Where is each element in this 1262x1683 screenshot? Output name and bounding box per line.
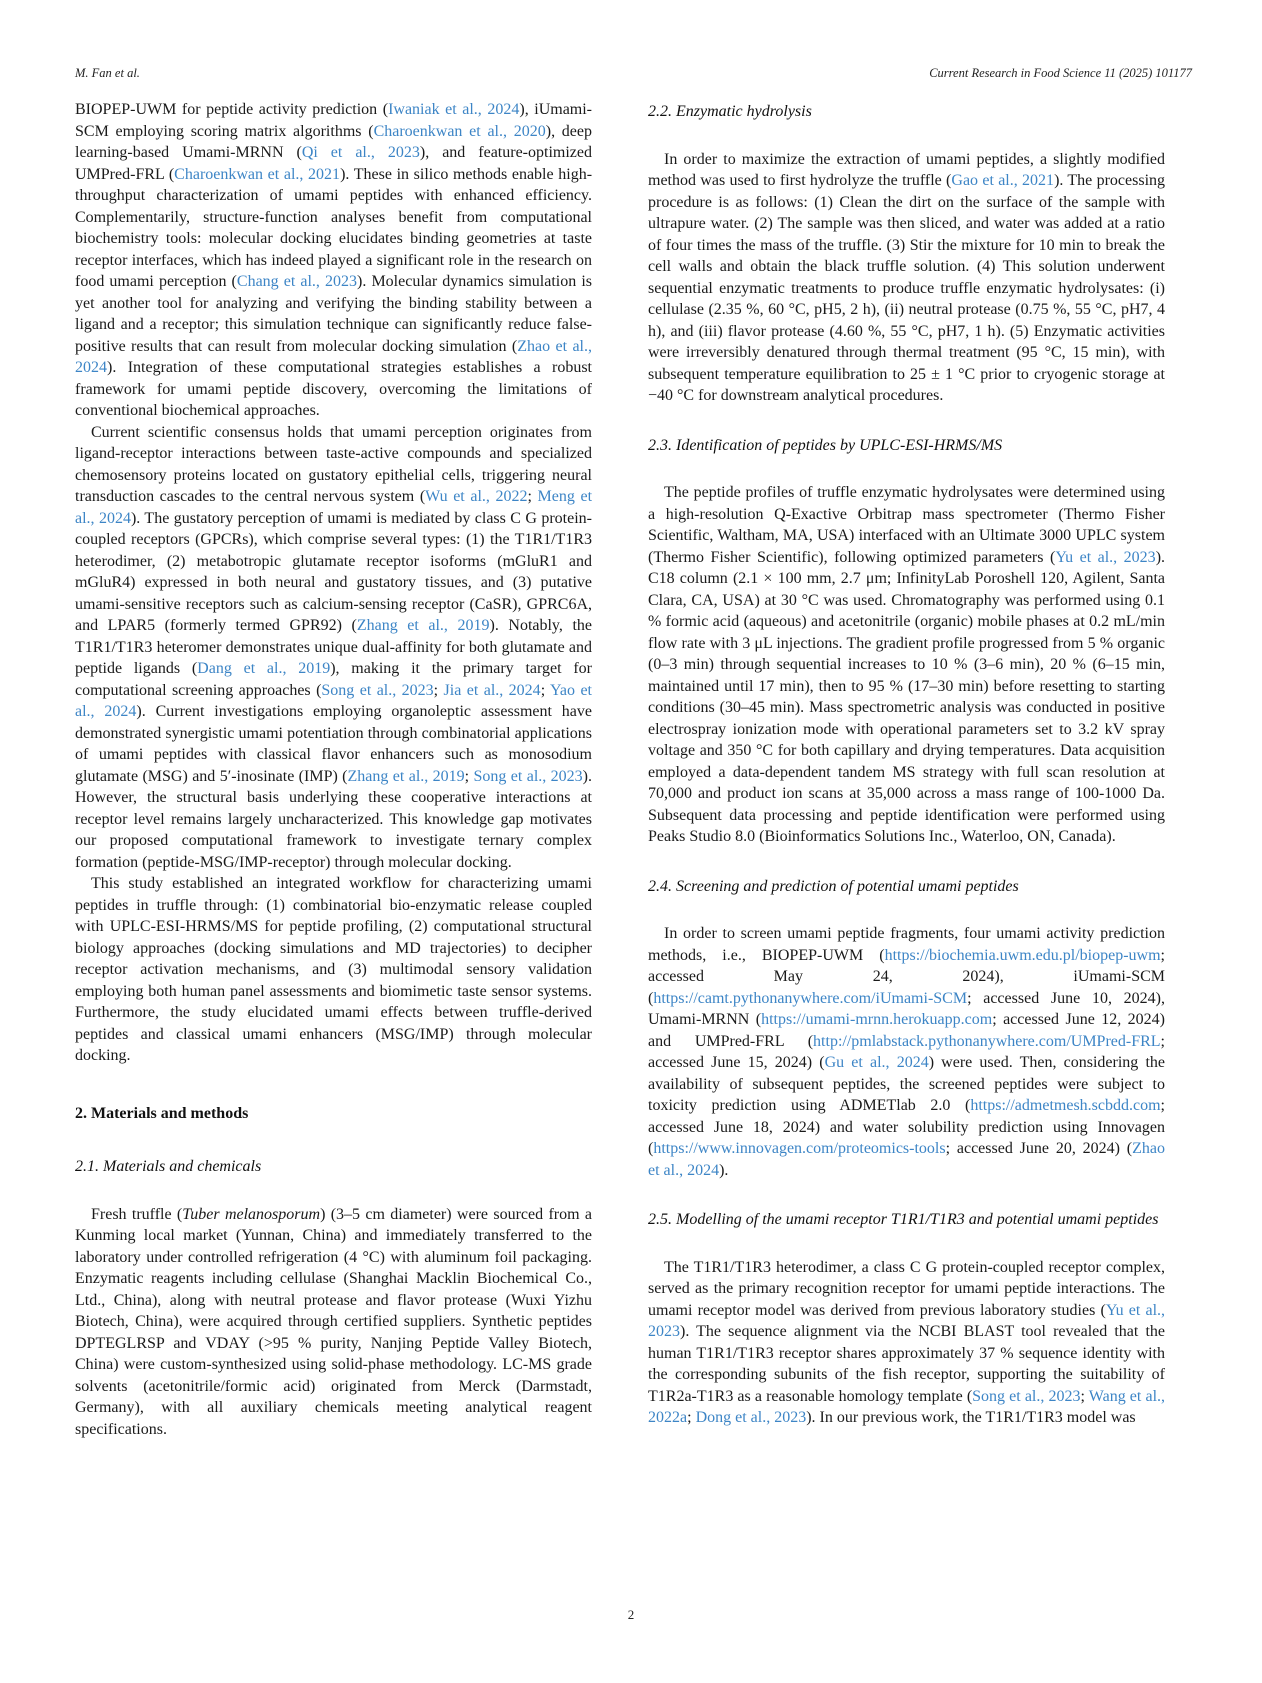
citation-link[interactable]: Dong et al., 2023	[695, 1409, 807, 1426]
citation-link[interactable]: https://umami-mrnn.herokuapp.com	[761, 1011, 993, 1028]
subsection-heading-materials-and-chemicals: 2.1. Materials and chemicals	[75, 1158, 262, 1175]
paragraph-identification-of-peptides	[648, 482, 1165, 848]
page-number: 2	[627, 1607, 635, 1622]
body-text: ;	[464, 767, 474, 785]
citation-link[interactable]: Charoenkwan et al., 2021	[174, 165, 341, 183]
running-author: M. Fan et al.	[75, 66, 140, 80]
body-text: The T1R1/T1R3 heterodimer, a class C G protein-coupled receptor complex, served as the primary recognition receptor for umami peptide interactions. The umami receptor model was derived from previous laboratory studies (	[648, 1258, 1165, 1319]
citation-link[interactable]: Qi et al., 2023	[301, 144, 420, 161]
body-text: The peptide profiles of truffle enzymatic hydrolysates were determined using a high-resolution Q-Exactive Orbitrap mass spectrometer (Thermo Fisher Scientific, Waltham, MA, USA) interfaced with an Ultimate 3000 UPLC system (Thermo Fisher Scientific), following optimized parameters (	[648, 484, 1165, 566]
body-text: ;	[1080, 1387, 1089, 1405]
citation-link[interactable]: Charoenkwan et al., 2020	[373, 122, 546, 140]
citation-link[interactable]: Song et al., 2023	[473, 767, 583, 785]
citation-link[interactable]: Zhao et al., 2024	[648, 1140, 1165, 1179]
body-text: ). Molecular dynamics simulation is yet another tool for analyzing and verifying the binding stability between a ligand and a receptor; this simulation technique can significantly reduce false-positive results that can result from molecular docking simulation (	[75, 273, 593, 355]
citation-link[interactable]: https://www.innovagen.com/proteomics-tools	[653, 1140, 946, 1157]
paragraph-materials-and-chemicals	[75, 1204, 592, 1441]
right-column	[648, 99, 1165, 1440]
subsection-heading-enzymatic-hydrolysis: 2.2. Enzymatic hydrolysis	[648, 103, 812, 120]
citation-link[interactable]: Dang et al., 2019	[197, 660, 331, 677]
citation-link[interactable]: http://pmlabstack.pythonanywhere.com/UMPred-FRL	[813, 1032, 1161, 1050]
citation-link[interactable]: https://biochemia.uwm.edu.pl/biopep-uwm	[884, 946, 1161, 964]
body-text: ). Current investigations employing organoleptic assessment have demonstrated synergistic umami potentiation through combinatorial applications of umami peptides with classical flavor enhancers such as monosodium glutamate (MSG) and 5′-inosinate (IMP) (	[75, 703, 593, 785]
citation-link[interactable]: Wang et al., 2022a	[648, 1387, 1166, 1426]
body-text: ;	[540, 681, 550, 699]
body-text: ).	[719, 1161, 729, 1179]
journal-reference: Current Research in Food Science 11 (2025) 101177	[929, 66, 1192, 80]
body-text: ). The processing procedure is as follows: (1) Clean the dirt on the surface of the sample with ultrapure water. (2) The sample was then sliced, and water was added at a ratio of four times the mass of the truffle. (3) Stir the mixture for 10 min to break the cell walls and obtain the black truffle solution. (4) This solution underwent sequential enzymatic treatments to produce truffle enzymatic hydrolysates: (i) cellulase (2.35 %, 60 °C, pH5, 2 h), (ii) neutral protease (0.75 %, 55 °C, pH7, 4 h), and (iii) flavor protease (4.60 %, 55 °C, pH7, 1 h). (5) Enzymatic activities were irreversibly denatured through thermal treatment (95 °C, 15 min), with subsequent temperature equilibration to 25 ± 1 °C prior to cryogenic storage at −40 °C for downstream analytical procedures.	[648, 172, 1166, 404]
italic-species-name: Tuber melanosporum	[182, 1205, 321, 1223]
body-text: Fresh truffle (	[91, 1205, 183, 1223]
body-text: ;	[433, 681, 444, 699]
body-text: Current scientific consensus holds that umami perception originates from ligand-receptor interactions between taste-active compounds and specialized chemosensory proteins located on gustatory epithelial cells, triggering neural transduction cascades to the central nervous system (	[75, 423, 592, 505]
paragraph-screening-prediction	[648, 923, 1165, 1181]
body-text: ). The sequence alignment via the NCBI BLAST tool revealed that the human T1R1/T1R3 receptor shares approximately 37 % sequence identity with the corresponding subunits of the fish receptor, supporting the suitability of T1R2a-T1R3 as a reasonable homology template (	[648, 1323, 1165, 1405]
citation-link[interactable]: Gao et al., 2021	[951, 172, 1055, 189]
paragraph-study-workflow	[75, 873, 592, 1067]
body-text: ; accessed June 20, 2024) (	[945, 1140, 1133, 1157]
subsection-heading-identification-of-peptides: 2.3. Identification of peptides by UPLC-ESI-HRMS/MS	[648, 436, 1003, 454]
citation-link[interactable]: Zhang et al., 2019	[356, 617, 490, 634]
citation-link[interactable]: https://camt.pythonanywhere.com/iUmami-SCM	[653, 989, 968, 1007]
subsection-heading-modelling-receptor: 2.5. Modelling of the umami receptor T1R1/T1R3 and potential umami peptides	[648, 1211, 1159, 1228]
citation-link[interactable]: https://admetmesh.scbdd.com	[970, 1097, 1161, 1114]
citation-link[interactable]: Wu et al., 2022	[425, 488, 528, 505]
citation-link[interactable]: Zhang et al., 2019	[347, 767, 465, 785]
body-text: ), making it the primary target for computational screening approaches (	[75, 660, 592, 699]
body-text: This study established an integrated workflow for characterizing umami peptides in truffle through: (1) combinatorial bio-enzymatic release coupled with UPLC-ESI-HRMS/MS for peptide profiling, (2) computational structural biology approaches (docking simulations and MD trajectories) to decipher receptor activation mechanisms, and (3) multimodal sensory validation employing both human panel assessments and biomimetic taste sensor systems. Furthermore, the study elucidated umami effects between truffle-derived peptides and classical umami enhancers (MSG/IMP) through molecular docking.	[75, 875, 592, 1064]
body-text: ). Notably, the T1R1/T1R3 heteromer demonstrates unique dual-affinity for both glutamate and peptide ligands (	[75, 617, 593, 677]
citation-link[interactable]: Song et al., 2023	[321, 681, 434, 699]
body-text: ). C18 column (2.1 × 100 mm, 2.7 μm; InfinityLab Poroshell 120, Agilent, Santa Clara, CA, USA) at 30 °C was used. Chromatography was performed using 0.1 % formic acid (aqueous) and acetonitrile (organic) mobile phases at 0.2 mL/min flow rate with 3 μL injections. The gradient profile progressed from 5 % organic (0–3 min) through sequential increases to 10 % (3–6 min), 20 % (6–15 min, maintained until 17 min), then to 95 % (17–30 min) before resetting to starting conditions (30–45 min). Mass spectrometric analysis was conducted in positive electrospray ionization mode with operational parameters set to 3.2 kV spray voltage and 350 °C for both capillary and drying temperatures. Data acquisition employed a data-dependent tandem MS strategy with full scan resolution at 70,000 and product ion scans at 35,000 across a mass range of 100-1000 Da. Subsequent data processing and peptide identification were performed using Peaks Studio 8.0 (Bioinformatics Solutions Inc., Waterloo, ON, Canada).	[648, 548, 1166, 845]
body-text: ). These in silico methods enable high-throughput characterization of umami peptides with enhanced efficiency. Complementarily, structure-function analyses benefit from computational biochemistry tools: molecular docking elucidates binding geometries at taste receptor interfaces, which has indeed played a significant role in the research on food umami perception (	[75, 165, 593, 290]
body-text: ; accessed June 10, 2024), Umami-MRNN (	[648, 989, 1165, 1028]
body-text: ), iUmami-SCM employing scoring matrix algorithms (	[75, 101, 593, 140]
body-text: ). However, the structural basis underlying these cooperative interactions at receptor level remains largely uncharacterized. This knowledge gap motivates our proposed computational framework to investigate ternary complex formation (peptide-MSG/IMP-receptor) through molecular docking.	[75, 767, 592, 871]
citation-link[interactable]: Yao et al., 2024	[75, 681, 592, 720]
body-text: ) were used. Then, considering the availability of subsequent peptides, the screened peptides were subject to toxicity prediction using ADMETlab 2.0 (	[648, 1054, 1166, 1114]
body-text: ) (3–5 cm diameter) were sourced from a Kunming local market (Yunnan, China) and immediately transferred to the laboratory under controlled refrigeration (4 °C) with aluminum foil packaging. Enzymatic reagents including cellulase (Shanghai Macklin Biochemical Co., Ltd., China), along with neutral protease and flavor protease (Wuxi Yizhu Biotech, China), were acquired through certified suppliers. Synthetic peptides DPTEGLRSP and VDAY (>95 % purity, Nanjing Peptide Valley Biotech, China) were custom-synthesized using solid-phase methodology. LC-MS grade solvents (acetonitrile/formic acid) originated from Merck (Darmstadt, Germany), with all auxiliary chemicals meeting analytical reagent specifications.	[75, 1205, 593, 1438]
citation-link[interactable]: Zhao et al., 2024	[75, 337, 592, 376]
body-text: ). The gustatory perception of umami is mediated by class C G protein-coupled receptors (GPCRs), which comprise several types: (1) the T1R1/T1R3 heterodimer, (2) metabotropic glutamate receptor isoforms (mGluR1 and mGluR4) expressed in both neural and gustatory tissues, and (3) putative umami-sensitive receptors such as calcium-sensing receptor (CaSR), GPRC6A, and LPAR5 (formerly termed GPR92) (	[75, 509, 592, 634]
citation-link[interactable]: Jia et al., 2024	[443, 681, 541, 699]
paragraph-modelling-receptor	[648, 1257, 1165, 1429]
body-text: ; accessed June 12, 2024) and UMPred-FRL (	[648, 1011, 1166, 1050]
citation-link[interactable]: Chang et al., 2023	[236, 273, 358, 290]
body-text: ). In our previous work, the T1R1/T1R3 model was	[806, 1409, 1136, 1426]
subsection-heading-screening-prediction: 2.4. Screening and prediction of potential umami peptides	[648, 877, 1019, 895]
body-text: BIOPEP-UWM for peptide activity prediction (	[75, 101, 389, 118]
left-column	[75, 99, 592, 1440]
body-text: ; accessed June 15, 2024) (	[648, 1032, 1165, 1071]
body-text: In order to maximize the extraction of umami peptides, a slightly modified method was used to first hydrolyze the truffle (	[648, 150, 1165, 189]
citation-link[interactable]: Gu et al., 2024	[824, 1054, 929, 1071]
citation-link[interactable]: Iwaniak et al., 2024	[388, 101, 520, 118]
body-text: In order to screen umami peptide fragments, four umami activity prediction methods, i.e., BIOPEP-UWM (	[648, 925, 1165, 964]
body-text: ; accessed June 18, 2024) and water solubility prediction using Innovagen (	[648, 1097, 1165, 1157]
citation-link[interactable]: Yu et al., 2023	[1055, 548, 1156, 566]
page-header	[75, 66, 1192, 81]
body-text: ), and feature-optimized UMPred-FRL (	[75, 144, 592, 183]
paragraph-umami-consensus	[75, 422, 592, 874]
body-text: ;	[527, 488, 538, 505]
body-text: ; accessed May 24, 2024), iUmami-SCM (	[648, 946, 1165, 1007]
citation-link[interactable]: Meng et al., 2024	[75, 488, 593, 527]
citation-link[interactable]: Yu et al., 2023	[648, 1301, 1166, 1340]
body-text: ), deep learning-based Umami-MRNN (	[75, 122, 593, 161]
section-heading-materials-and-methods: 2. Materials and methods	[75, 1104, 249, 1122]
two-column-content	[75, 99, 1192, 1440]
paragraph-enzymatic-hydrolysis	[648, 149, 1165, 407]
body-text: ). Integration of these computational strategies establishes a robust framework for umami peptide discovery, overcoming the limitations of conventional biochemical approaches.	[75, 359, 592, 419]
citation-link[interactable]: Song et al., 2023	[972, 1387, 1081, 1405]
paragraph-in-silico-methods	[75, 99, 592, 422]
body-text: ;	[687, 1409, 696, 1426]
